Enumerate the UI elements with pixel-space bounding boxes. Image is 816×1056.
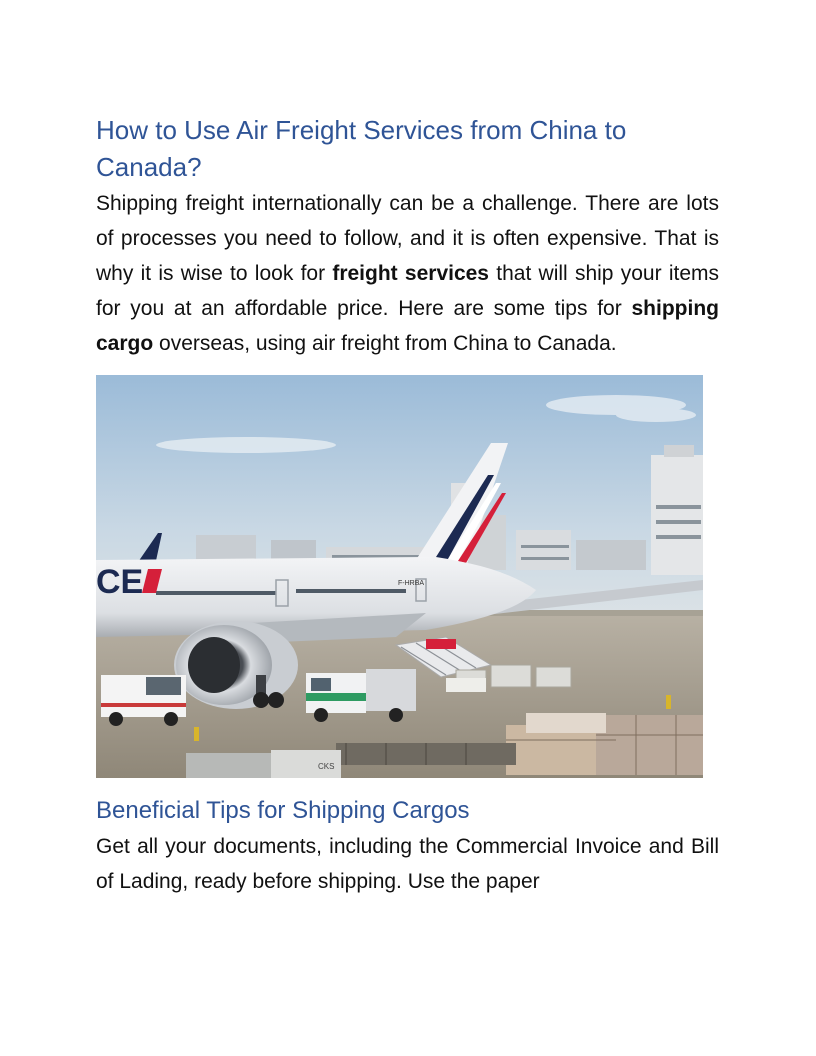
document-page (96, 112, 719, 899)
intro-text-2: that will ship your items for you at an affordable price. Here are some tips for (96, 262, 719, 320)
intro-paragraph (96, 186, 719, 361)
aircraft-livery-text: CE (96, 563, 144, 601)
tips-paragraph: Get all your documents, including the Commercial Invoice and Bill of Lading, ready before shipping. Use the paper (96, 835, 719, 893)
freight-services-bold: freight services (332, 262, 489, 285)
page-title: How to Use Air Freight Services from China to Canada? (96, 115, 627, 182)
section-subheading: Beneficial Tips for Shipping Cargos (96, 797, 470, 824)
airport-cargo-photo (96, 375, 703, 778)
aircraft-registration: F-HRBA (398, 580, 425, 587)
intro-text-3: overseas, using air freight from China to Canada. (153, 332, 617, 355)
truck-label: CKS (318, 762, 335, 771)
shipping-cargo-bold: shipping cargo (96, 297, 719, 355)
intro-text-1: Shipping freight internationally can be a challenge. There are lots of processes you need to follow, and it is often expensive. That is why it is wise to look for (96, 192, 719, 285)
